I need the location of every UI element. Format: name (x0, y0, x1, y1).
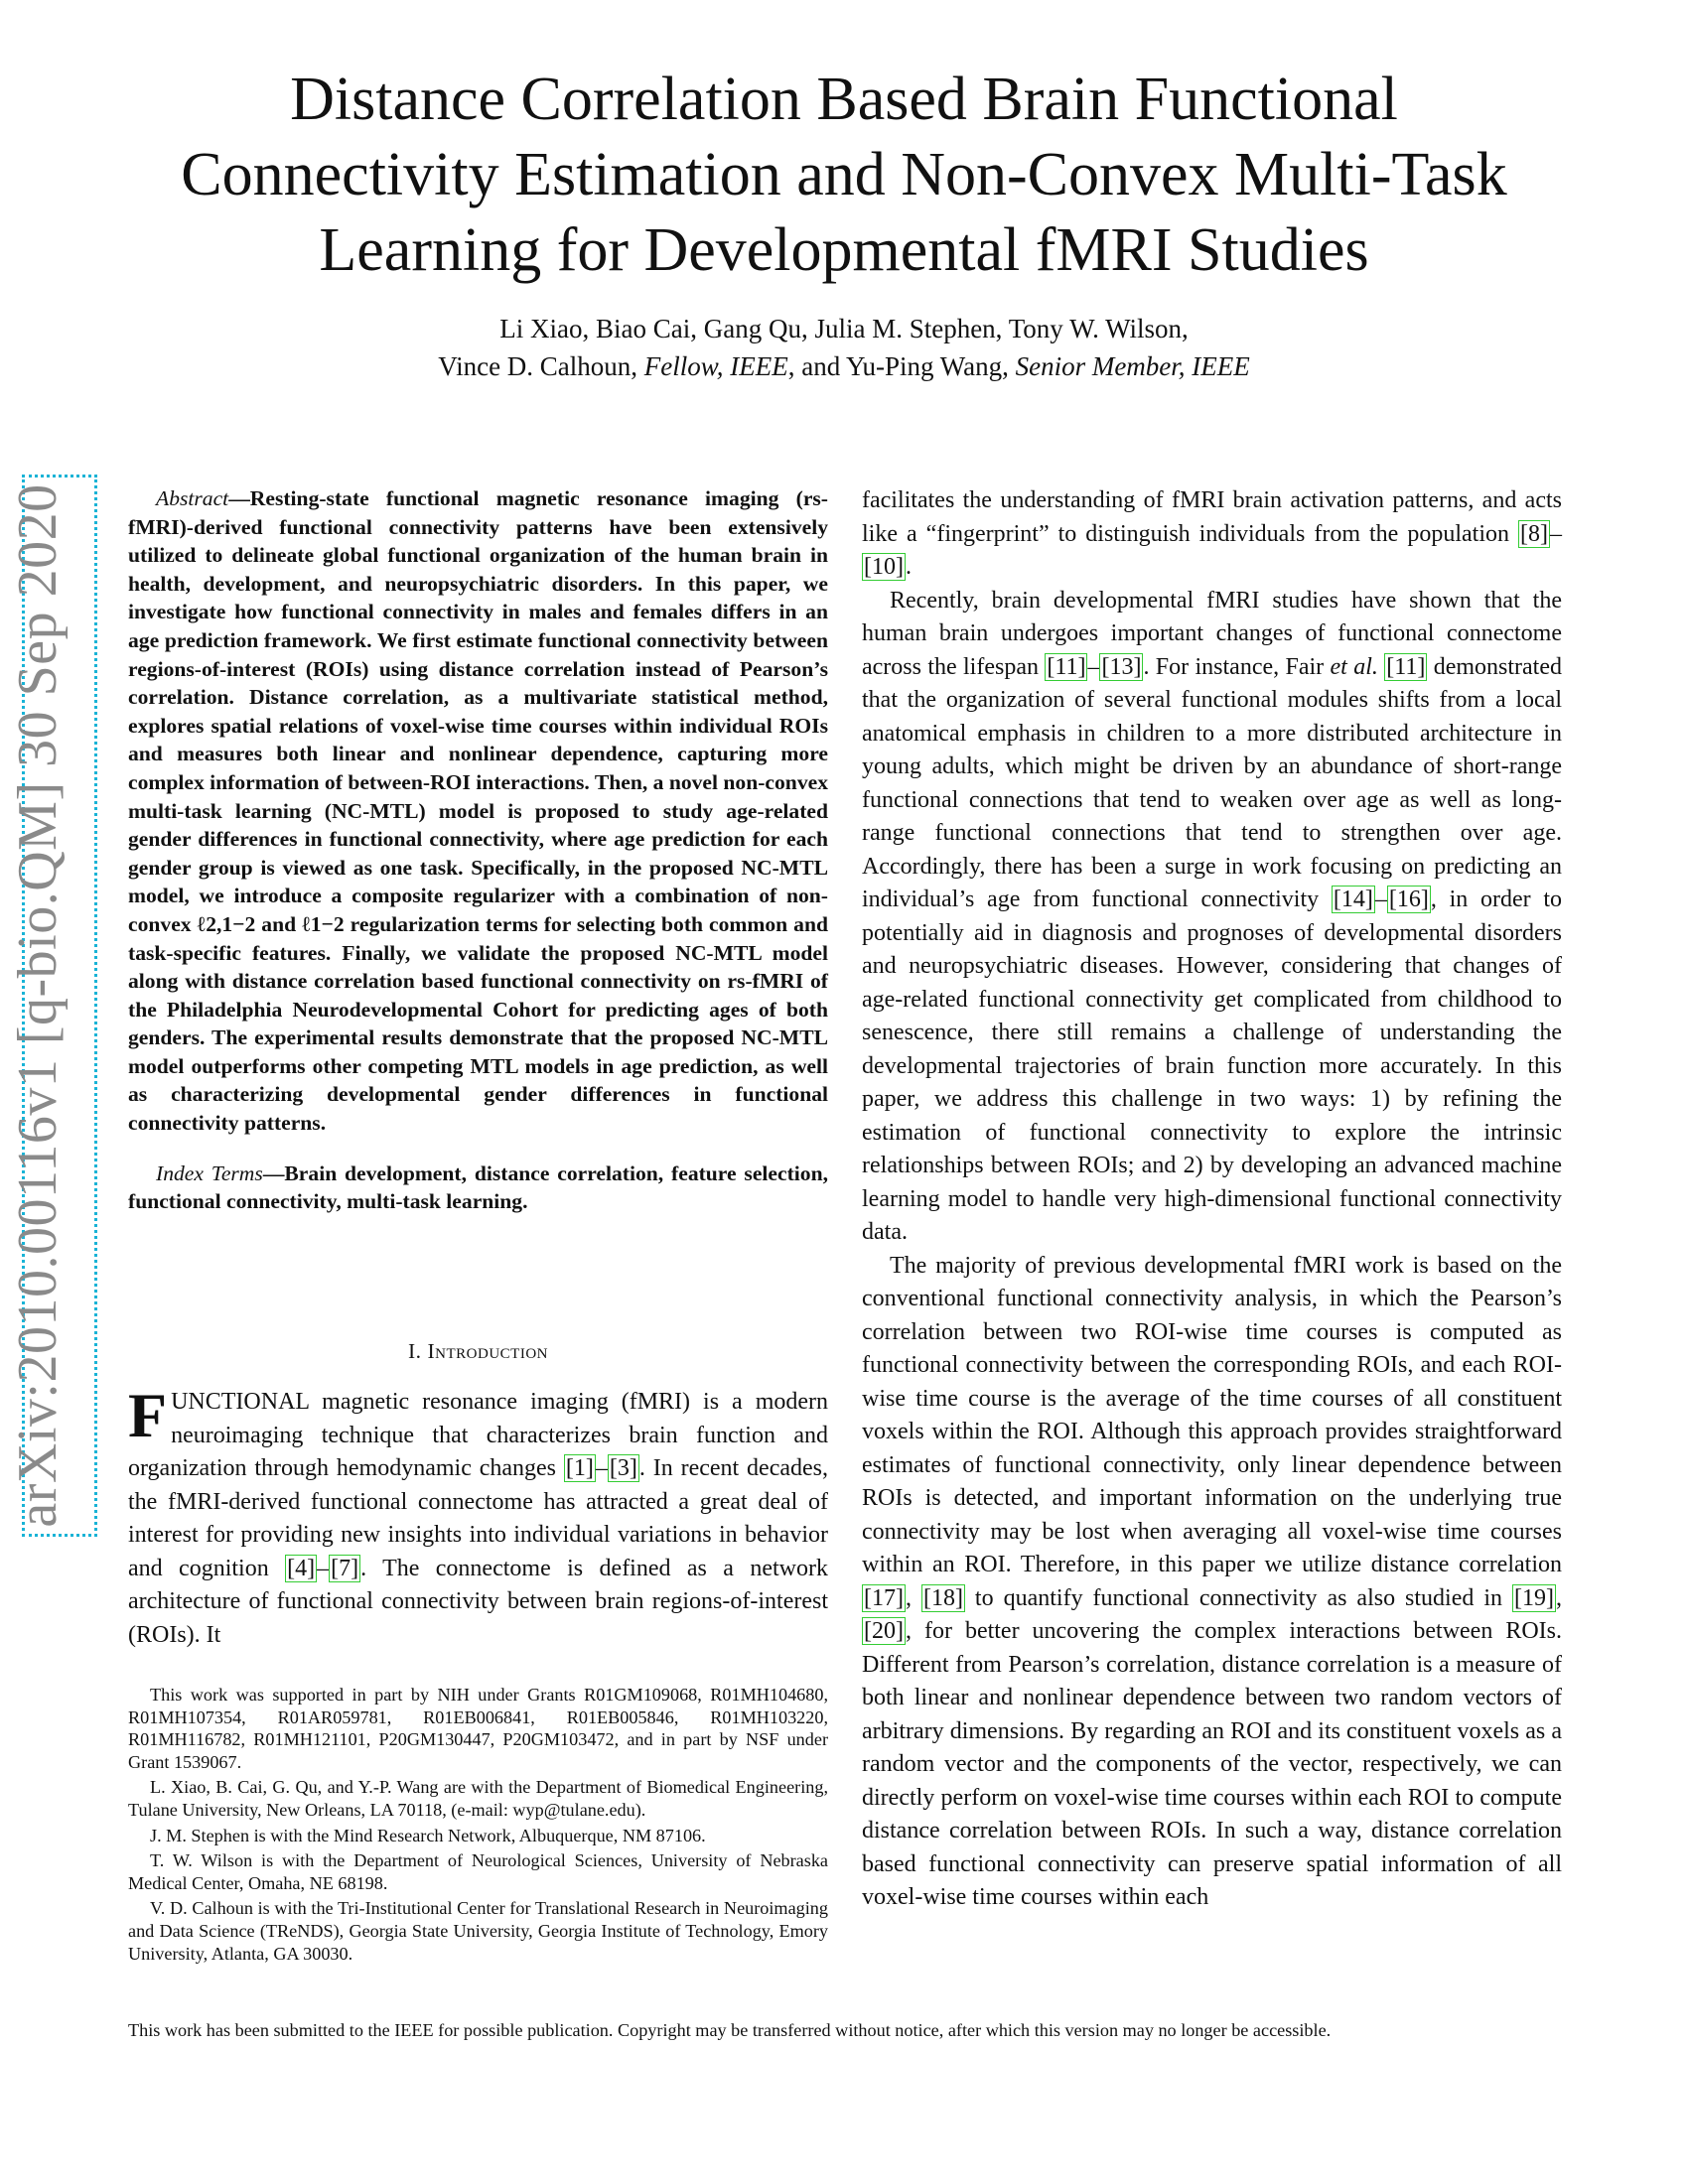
arxiv-stamp[interactable]: arXiv:2010.00116v1 [q-bio.QM] 30 Sep 2020 (7, 483, 69, 1528)
drop-cap: F (128, 1380, 168, 1450)
text-run: UNCTIONAL magnetic resonance imaging (fMRI) is a modern neuroimaging technique that characterizes brain function and organization through hemodynamic changes (128, 1389, 828, 1481)
text-run: . In recent decades, the fMRI-derived functional connectome has attracted a great deal of interest for providing new insights into individual variations in behavior and cognition (128, 1455, 829, 1581)
citation-link[interactable]: [11] (1047, 653, 1086, 680)
abstract-text: —Resting-state functional magnetic resonance imaging (rs-fMRI)-derived functional connectivity patterns have been extensively utilized to delineate global functional organization of the human brain in health, development, and neuropsychiatric disorders. In this paper, we investigate how functional connectivity in males and females differs in an age prediction framework. We first estimate functional connectivity between regions-of-interest (ROIs) using distance correlation instead of Pearson’s correlation. Distance correlation, as a multivariate statistical method, explores spatial relations of voxel-wise time courses within individual ROIs and measures both linear and nonlinear dependence, capturing more complex information of between-ROI interactions. Then, a novel non-convex multi-task learning (NC-MTL) model is proposed to study age-related gender differences in functional connectivity, where age prediction for each gender group is viewed as one task. Specifically, in the proposed NC-MTL model, we introduce a composite regularizer with a combination of non-convex ℓ2,1−2 and ℓ1−2 regularization terms for selecting both common and task-specific features. Finally, we validate the proposed NC-MTL model along with distance correlation based functional connectivity on rs-fMRI of the Philadelphia Neurodevelopmental Cohort for predicting ages of both genders. The experimental results demonstrate that the proposed NC-MTL model outperforms other competing MTL models in age prediction, as well as characterizing developmental gender differences in functional connectivity patterns. (128, 486, 828, 1136)
text-run: . The connectome is defined as a network architecture of functional connectivity between brain regions-of-interest (ROIs). It (128, 1555, 828, 1648)
text-run: Recently, brain developmental fMRI studies have shown that the human brain undergoes important changes of functional connectome across the lifespan (862, 587, 1562, 680)
authors-line-2 (99, 347, 1589, 385)
abstract (128, 484, 828, 1138)
text-run: – (1087, 653, 1100, 680)
citation-link[interactable]: [4] (287, 1555, 316, 1581)
abstract-lead: Abstract (156, 486, 229, 510)
right-column (862, 484, 1562, 1915)
body-paragraph (862, 484, 1562, 585)
citation-link[interactable]: [8] (1520, 520, 1548, 547)
index-terms-lead: Index Terms (156, 1160, 263, 1185)
intro-paragraph (128, 1380, 829, 1652)
citation-link[interactable]: [1] (565, 1455, 594, 1481)
text-run: – (317, 1555, 330, 1581)
citation-link[interactable]: [7] (331, 1555, 359, 1581)
author-list (99, 310, 1589, 385)
index-terms (128, 1160, 828, 1216)
section-heading: I. Introduction (407, 1339, 548, 1363)
citation-link[interactable]: [18] (922, 1584, 963, 1611)
citation-link[interactable]: [16] (1388, 887, 1429, 912)
text-run: , for better uncovering the complex interactions between ROIs. Different from Pearson’s correlation, distance correlation is a measure of both linear and nonlinear dependence between two random vectors of arbitrary dimensions. By regarding an ROI and its constituent voxels as a random vector and the components of the vector, respectively, we can directly perform on voxel-wise time courses within each ROI to compute distance correlation between ROIs. In such a way, distance correlation based functional connectivity can preserve spatial information of all voxel-wise time courses within each (862, 1618, 1562, 1910)
text-run: to quantify functional connectivity as also studied in (964, 1584, 1513, 1611)
citation-link[interactable]: [11] (1386, 653, 1426, 680)
text-run: The majority of previous developmental fMRI work is based on the conventional functional connectivity analysis, in which the Pearson’s correlation between two ROI-wise time courses is computed as functional connectivity between the corresponding ROIs, and each ROI-wise time course is the average of the time courses of all constituent voxels within the ROI. Although this approach provides straightforward estimates of functional connectivity, only linear dependence between ROIs is detected, and important information on the underlying true connectivity may be lost when averaging all voxel-wise time courses within an ROI. Therefore, in this paper we utilize distance correlation (862, 1252, 1562, 1577)
title-line: Distance Correlation Based Brain Functional (290, 66, 1398, 133)
text-run: , (1556, 1584, 1562, 1611)
citation-link[interactable]: [14] (1333, 887, 1373, 912)
author-grade: Senior Member, IEEE (1015, 351, 1250, 381)
index-terms-text: —Brain development, distance correlation, feature selection, functional connectivity, multi-task learning. (128, 1160, 828, 1214)
footnote: V. D. Calhoun is with the Tri-Institutional Center for Translational Research in Neuroimaging and Data Science (TReNDS), Georgia State University, Georgia Institute of Technology, Emory University, Atlanta, GA 30030. (128, 1898, 828, 1964)
paper-title (99, 62, 1589, 288)
footnote: T. W. Wilson is with the Department of Neurological Sciences, University of Nebraska Medical Center, Omaha, NE 68198. (128, 1850, 828, 1893)
footnote: J. M. Stephen is with the Mind Research Network, Albuquerque, NM 87106. (150, 1825, 706, 1845)
footnote: L. Xiao, B. Cai, G. Qu, and Y.-P. Wang are with the Department of Biomedical Engineering, Tulane University, New Orleans, LA 70118, (e-mail: wyp@tulane.edu). (128, 1777, 828, 1820)
title-line: Learning for Developmental fMRI Studies (319, 216, 1369, 284)
citation-link[interactable]: [3] (609, 1455, 637, 1481)
text-run: , (905, 1584, 921, 1611)
author-grade: Fellow, IEEE (643, 351, 788, 381)
text-run: , in order to potentially aid in diagnosis and prognoses of developmental disorders and neuropsychiatric diseases. However, considering that changes of age-related functional connectivity get complicated from childhood to senescence, there still remains a challenge of understanding the developmental trajectories of brain function more accurately. In this paper, we address this challenge in two ways: 1) by refining the estimation of functional connectivity to explore the intrinsic relationships between ROIs; and 2) by developing an advanced machine learning model to handle very high-dimensional functional connectivity data. (862, 887, 1563, 1245)
citation-link[interactable]: [10] (864, 554, 904, 580)
citation-link[interactable]: [19] (1514, 1584, 1554, 1611)
footnotes (128, 1684, 828, 1968)
submission-note: This work has been submitted to the IEEE for possible publication. Copyright may be transferred without notice, after which this version may no longer be accessible. (128, 2020, 1332, 2040)
footnote: This work was supported in part by NIH under Grants R01GM109068, R01MH104680, R01MH107354, R01AR059781, R01EB006841, R01EB005846, R01MH103220, R01MH116782, R01MH121101, P20GM130447, P20GM103472, and in part by NSF under Grant 1539067. (128, 1685, 828, 1772)
author-name: , and Yu-Ping Wang, (787, 351, 1016, 381)
citation-link[interactable]: [13] (1101, 653, 1142, 680)
text-run: et al. (1330, 653, 1378, 680)
citation-link[interactable]: [20] (864, 1618, 904, 1644)
text-run: . For instance, Fair (1143, 653, 1331, 680)
authors-line-1: Li Xiao, Biao Cai, Gang Qu, Julia M. Stephen, Tony W. Wilson, (499, 314, 1189, 343)
text-run: – (1374, 887, 1387, 912)
title-line: Connectivity Estimation and Non-Convex Multi-Task (181, 141, 1507, 208)
text-run: – (1550, 520, 1562, 547)
left-column (128, 484, 828, 1216)
text-run: facilitates the understanding of fMRI brain activation patterns, and acts like a “fingerprint” to distinguish individuals from the population (862, 487, 1562, 547)
body-paragraph (862, 1250, 1562, 1915)
text-run: . (905, 554, 912, 580)
text-run: – (595, 1455, 608, 1481)
author-name: Vince D. Calhoun, (438, 351, 644, 381)
citation-link[interactable]: [17] (864, 1584, 904, 1611)
text-run: demonstrated that the organization of several functional modules shifts from a local anatomical emphasis in children to a more distributed architecture in young adults, which might be driven by an abundance of short-range functional connections that tend to weaken over age as well as long-range functional connections that tend to strengthen over age. Accordingly, there has been a surge in work focusing on predicting an individual’s age from functional connectivity (862, 653, 1562, 912)
body-paragraph (862, 585, 1562, 1250)
